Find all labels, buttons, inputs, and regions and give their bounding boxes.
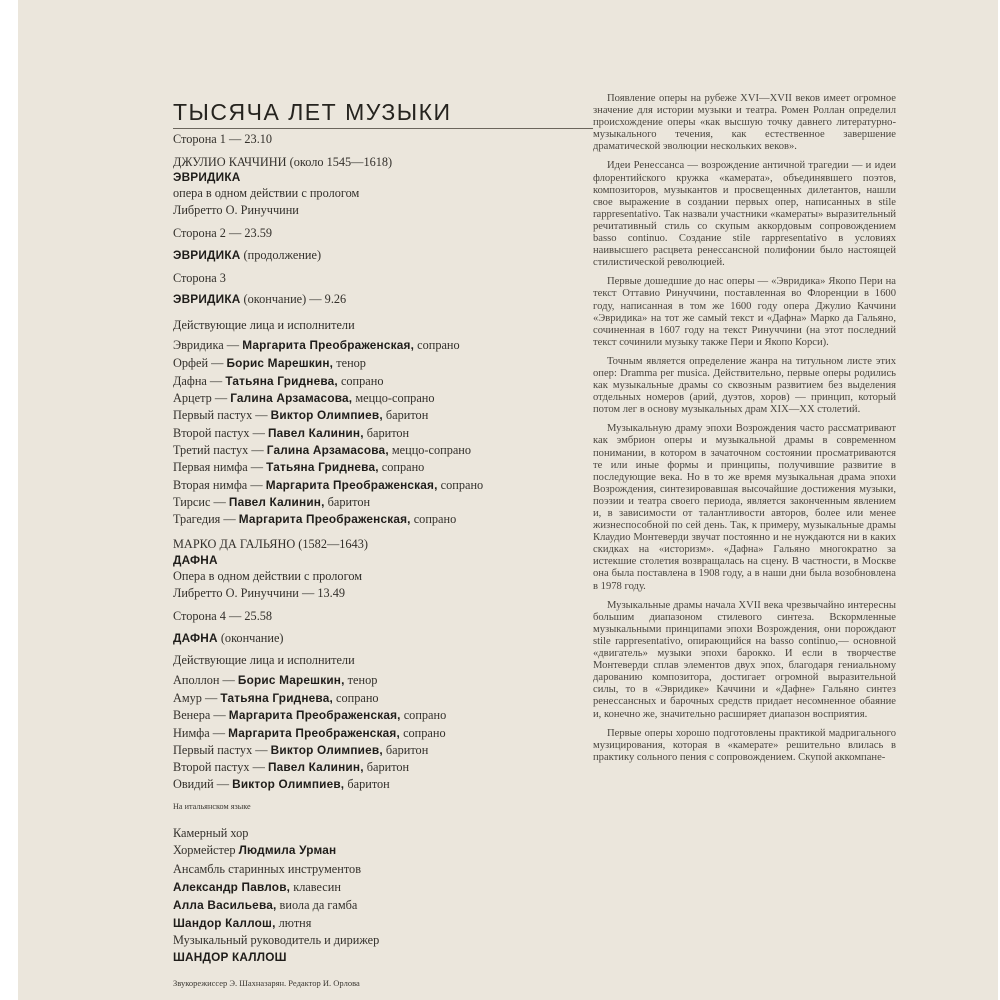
listing-line [173, 726, 446, 740]
performer-name: Борис Марешкин, [226, 356, 334, 370]
listing-text: (окончание) — 9.26 [240, 292, 347, 306]
essay-paragraph: Музыкальные драмы начала XVII века чрезвычайно интересны большим диапазоном стилевого синтеза. Вскормленные музыкальными принципами эпохи Возрождения, они порождают stile rappresentativo, опирающийся на basso continuo,— основной «двигатель» музыки эпохи барокко. И если в творчестве Монтеверди сплав элементов двух эпох, благодаря гениальному дарованию композитора, достигает огромной выразительной силы, то в «Эвридике» Каччини и «Дафне» Гальяно синтез ренессансных и барочных средств придает несомненное обаяние и, конечно же, значительно расширяет диапазон восприятия. [593, 599, 896, 720]
listing-text: МАРКО ДА ГАЛЬЯНО (1582—1643) [173, 537, 368, 551]
listing-line [173, 708, 446, 722]
performer-name: Маргарита Преображенская, [265, 478, 438, 492]
listing-line [173, 916, 311, 930]
listing-text: Второй пастух — [173, 760, 268, 774]
listing-line [173, 170, 240, 184]
listing-line [173, 691, 379, 705]
listing-text: лютня [275, 916, 312, 930]
performer-name: Борис Марешкин, [237, 673, 345, 687]
listing-text: сопрано [332, 691, 379, 705]
listing-text: сопрано [414, 338, 460, 352]
listing-line [173, 777, 390, 791]
listing-text: Трагедия — [173, 512, 239, 526]
listing-text: Действующие лица и исполнители [173, 653, 355, 667]
listing-line [173, 950, 287, 964]
listing-text: Действующие лица и исполнители [173, 318, 355, 332]
performer-name: Алла Васильева, [173, 898, 277, 912]
listing-line [173, 653, 355, 667]
listing-line [173, 569, 362, 583]
essay-paragraph: Первые оперы хорошо подготовлены практикой мадригального музицирования, которая в «камерате» решительно влилась в практику сольного пения с сопровождением. Скупой аккомпане- [593, 727, 896, 763]
performer-name: Татьяна Гриднева, [225, 374, 338, 388]
listing-line [173, 391, 435, 405]
performer-name: Галина Арзамасова, [230, 391, 353, 405]
essay-paragraph: Появление оперы на рубеже XVI—XVII веков имеет огромное значение для истории музыки и театра. Ромен Роллан определил происхождение оперы «как высшую точку давнего литературно-музыкального течения, как естественное завершение драматической эволюции нескольких веков». [593, 93, 896, 153]
listing-text: баритон [363, 426, 410, 440]
listing-line [173, 933, 379, 947]
listing-text: сопрано [378, 460, 425, 474]
listing-line [173, 318, 355, 332]
listing-text: Арцетр — [173, 391, 231, 405]
listing-text: Тирсис — [173, 495, 229, 509]
listing-line [173, 460, 424, 474]
listing-line [173, 292, 346, 306]
listing-text: опера в одном действии с прологом [173, 186, 360, 200]
listing-text: Венера — [173, 708, 229, 722]
essay-paragraph: Точным является определение жанра на титульном листе этих опер: Dramma per musica. Действительно, первые оперы родились как музыкальные драмы со сквозным развитием без выделения отдельных номеров (арий, дуэтов, хоров) — принцип, который потом лег в основу музыкальных драм XIX—XX столетий. [593, 355, 896, 416]
listing-text: Дафна — [173, 374, 226, 388]
listing-text: баритон [344, 777, 390, 791]
listing-line [173, 862, 361, 876]
listing-text: тенор [344, 673, 378, 687]
listing-text: Сторона 4 — 25.58 [173, 609, 273, 623]
listing-line [173, 443, 471, 457]
listing-line [173, 826, 248, 840]
listing-text: меццо-сопрано [388, 443, 472, 457]
listing-text: меццо-сопрано [352, 391, 435, 405]
listing-text: Сторона 3 [173, 271, 226, 285]
performer-name: Татьяна Гриднева, [220, 691, 333, 705]
listing-text: Аполлон — [173, 673, 238, 687]
listing-line [173, 374, 383, 388]
performer-name: ЭВРИДИКА [173, 170, 241, 184]
listing-text: Амур — [173, 691, 221, 705]
listing-line [173, 586, 345, 600]
listing-line [173, 976, 360, 990]
listing-text: Второй пастух — [173, 426, 268, 440]
listing-text: клавесин [290, 880, 341, 894]
performer-name: Павел Калинин, [267, 426, 364, 440]
listing-text: Первая нимфа — [173, 460, 267, 474]
performer-name: Виктор Олимпиев, [270, 408, 383, 422]
listing-text: сопрано [337, 374, 384, 388]
listing-line [173, 155, 392, 169]
listing-text: Камерный хор [173, 826, 249, 840]
performer-name: Маргарита Преображенская, [242, 338, 415, 352]
listing-line [173, 132, 272, 146]
listing-text: Орфей — [173, 356, 227, 370]
listing-text: Овидий — [173, 777, 233, 791]
performer-name: ДАФНА [173, 631, 218, 645]
listing-text: Сторона 1 — 23.10 [173, 132, 273, 146]
performer-name: Галина Арзамасова, [266, 443, 389, 457]
listing-text: сопрано [400, 726, 446, 740]
listing-text: баритон [324, 495, 371, 509]
listing-line [173, 338, 460, 352]
listing-text: Звукорежиссер Э. Шахназарян. Редактор И. Орлова [173, 978, 360, 988]
listing-text: Опера в одном действии с прологом [173, 569, 363, 583]
performer-name: Шандор Каллош, [173, 916, 276, 930]
listing-text: Музыкальный руководитель и дирижер [173, 933, 380, 947]
listing-text: Либретто О. Ринуччини — 13.49 [173, 586, 345, 600]
performer-name: Татьяна Гриднева, [266, 460, 379, 474]
listing-line [173, 226, 272, 240]
essay-paragraph: Идеи Ренессанса — возрождение античной трагедии — и идеи флорентийского кружка «камерата», объединявшего поэтов, композиторов, музыкантов и просвещенных дилетантов, нашли свое выражение в создании первых опер, написанных в stile rappresentativo. Так назвали участники «камераты» выразительный речитативный стиль со скупым аккордовым сопровождением basso continuo. Создание stile rappresentativo в условиях наивысшего расцвета ренессансной полифонии было настоящей стилистической революцией. [593, 160, 896, 269]
listing-text: баритон [382, 743, 429, 757]
listing-line [173, 743, 428, 757]
listing-text: сопрано [400, 708, 447, 722]
listing-line [173, 186, 359, 200]
performer-name: ЭВРИДИКА [173, 248, 241, 262]
performer-name: Александр Павлов, [173, 880, 291, 894]
listing-line [173, 537, 368, 551]
listing-text: Эвридика — [173, 338, 243, 352]
title-underline [173, 128, 593, 129]
listing-line [173, 898, 357, 912]
essay-paragraph: Первые дошедшие до нас оперы — «Эвридика» Якопо Пери на текст Оттавио Ринуччини, поставленная во Флоренции в 1600 году, написанная в том же 1600 году опера Джулио Каччини «Эвридика» на тот же самый текст и «Дафна» Марко да Гальяно, сочиненная в 1607 году на текст Ринуччини (на этот последний текст сочинили музыку также Пери и Якопо Корси). [593, 276, 896, 348]
listing-line [173, 512, 456, 526]
listing-text: виола да гамба [276, 898, 358, 912]
listing-text: Третий пастух — [173, 443, 267, 457]
listing-text: Либретто О. Ринуччини [173, 203, 299, 217]
listing-line [173, 553, 218, 567]
listing-line [173, 800, 251, 814]
listing-line [173, 843, 336, 857]
listing-text: (продолжение) [240, 248, 322, 262]
liner-notes-page [18, 0, 998, 1000]
listing-text: ДЖУЛИО КАЧЧИНИ (около 1545—1618) [173, 155, 393, 169]
performer-name: Людмила Урман [238, 843, 337, 857]
listing-line [173, 271, 226, 285]
performer-name: Павел Калинин, [228, 495, 325, 509]
listing-text: На итальянском языке [173, 802, 251, 811]
right-column-essay [593, 93, 896, 771]
listing-text: тенор [333, 356, 366, 370]
performer-name: Павел Калинин, [267, 760, 364, 774]
listing-line [173, 408, 428, 422]
listing-line [173, 880, 341, 894]
listing-text: Сторона 2 — 23.59 [173, 226, 273, 240]
listing-line [173, 478, 483, 492]
listing-text: Хормейстер [173, 843, 239, 857]
performer-name: Виктор Олимпиев, [232, 777, 345, 791]
performer-name: ШАНДОР КАЛЛОШ [173, 950, 287, 964]
listing-text: баритон [382, 408, 429, 422]
listing-line [173, 631, 284, 645]
performer-name: Маргарита Преображенская, [228, 708, 401, 722]
listing-text: сопрано [437, 478, 484, 492]
performer-name: Маргарита Преображенская, [238, 512, 411, 526]
performer-name: Маргарита Преображенская, [228, 726, 400, 740]
listing-text: Нимфа — [173, 726, 229, 740]
performer-name: Виктор Олимпиев, [270, 743, 383, 757]
essay-paragraph: Музыкальную драму эпохи Возрождения часто рассматривают как эмбрион оперы и музыкальной драмы в современном понимании, в котором в зачаточном состоянии просматриваются те или иные формы и принципы, получившие развитие в последующие века. Но в то же время музыкальная драма эпохи Возрождения, синтезировавшая высочайшие достижения музыки, поэзии и театра своего периода, является законченным явлением и, в зависимости от талантливости авторов, более или менее жизнеспособной по сей день. Так, к примеру, музыкальные драмы Клаудио Монтеверди звучат постоянно и не нуждаются ни в каких скидках на «историзм». «Дафна» Гальяно многократно за истекшие столетия возвращалась на сцену. В частности, в Москве она была поставлена в 1908 году, а в наши дни была возобновлена в 1978 году. [593, 423, 896, 592]
listing-text: Ансамбль старинных инструментов [173, 862, 361, 876]
listing-text: Вторая нимфа — [173, 478, 266, 492]
listing-text: сопрано [410, 512, 457, 526]
listing-line [173, 760, 409, 774]
listing-line [173, 673, 377, 687]
performer-name: ЭВРИДИКА [173, 292, 241, 306]
listing-line [173, 609, 272, 623]
listing-line [173, 356, 366, 370]
listing-line [173, 248, 321, 262]
page-title: ТЫСЯЧА ЛЕТ МУЗЫКИ [173, 99, 452, 125]
listing-text: Первый пастух — [173, 408, 271, 422]
listing-text: Первый пастух — [173, 743, 271, 757]
listing-line [173, 426, 409, 440]
listing-line [173, 495, 370, 509]
listing-text: (окончание) [217, 631, 284, 645]
listing-text: баритон [363, 760, 410, 774]
performer-name: ДАФНА [173, 553, 218, 567]
listing-line [173, 203, 299, 217]
